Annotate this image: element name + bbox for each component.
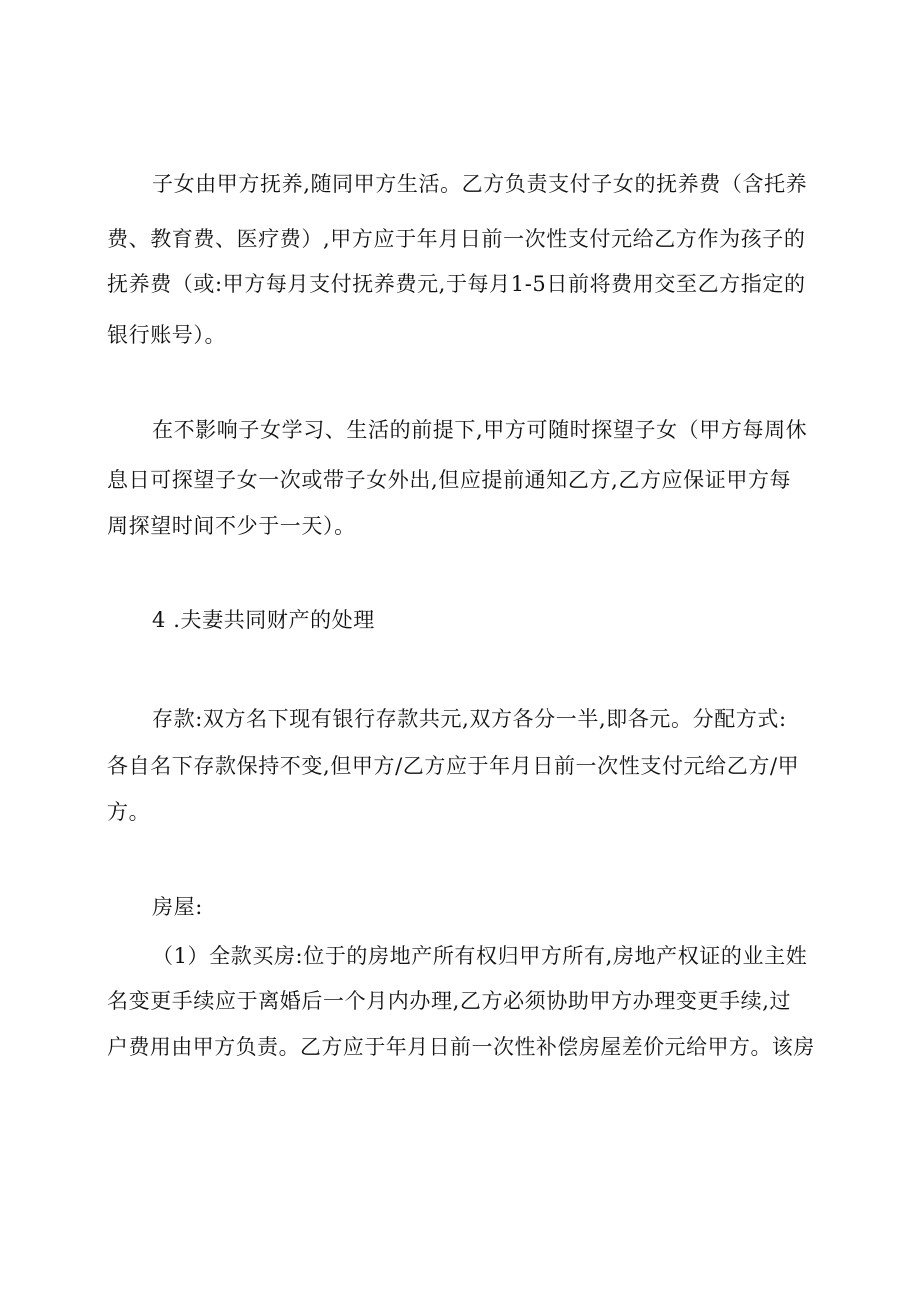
child-support-line-4: 银行账号）。	[107, 323, 227, 347]
house-line-1: （1）全款买房:位于的房地产所有权归甲方所有,房地产权证的业主姓	[152, 944, 808, 968]
deposit-line-1: 存款:双方名下现有银行存款共元,双方各分一半,即各元。分配方式:	[152, 707, 787, 731]
visitation-line-2: 息日可探望子女一次或带子女外出,但应提前通知乙方,乙方应保证甲方每	[107, 468, 792, 492]
section-heading-4: 4 .夫妻共同财产的处理	[152, 608, 375, 632]
child-support-line-2: 费、教育费、医疗费）,甲方应于年月日前一次性支付元给乙方作为孩子的	[107, 227, 806, 251]
house-label: 房屋:	[152, 895, 203, 919]
house-line-2: 名变更手续应于离婚后一个月内办理,乙方必须协助甲方办理变更手续,过	[107, 989, 792, 1013]
visitation-line-3: 周探望时间不少于一天）。	[107, 514, 356, 538]
deposit-line-3: 方。	[107, 800, 151, 824]
child-support-line-3: 抚养费（或:甲方每月支付抚养费元,于每月1-5日前将费用交至乙方指定的	[107, 272, 806, 296]
visitation-line-1: 在不影响子女学习、生活的前提下,甲方可随时探望子女（甲方每周休	[152, 418, 808, 442]
deposit-line-2: 各自名下存款保持不变,但甲方/乙方应于年月日前一次性支付元给乙方/甲	[107, 754, 800, 778]
house-line-3: 户费用由甲方负责。乙方应于年月日前一次性补偿房屋差价元给甲方。该房	[107, 1035, 815, 1059]
child-support-line-1: 子女由甲方抚养,随同甲方生活。乙方负责支付子女的抚养费（含托养	[152, 172, 808, 196]
